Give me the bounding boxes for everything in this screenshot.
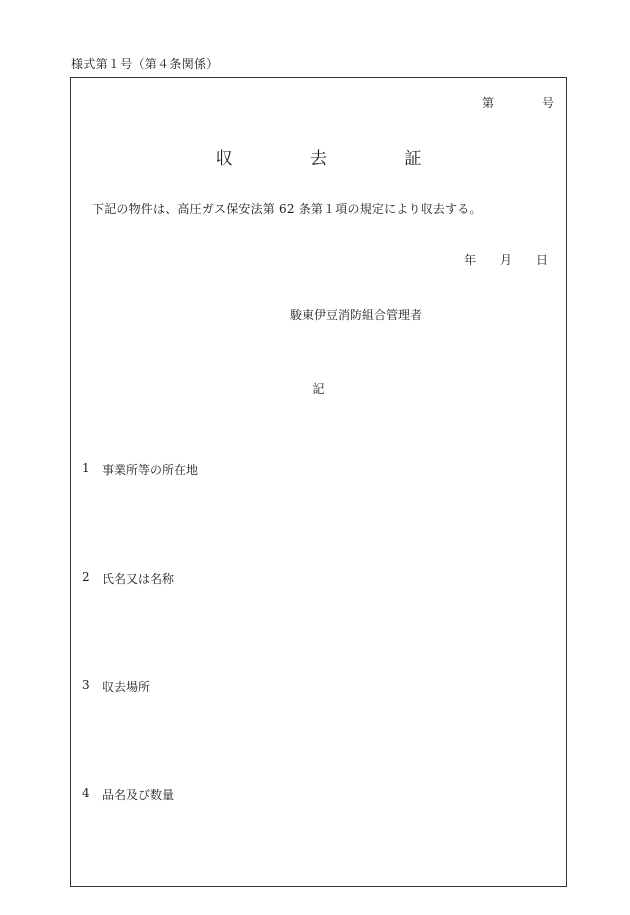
date-month: 月	[499, 253, 512, 267]
issuer-name: 駿東伊豆消防組合管理者	[290, 308, 423, 322]
item-number: 1	[82, 461, 90, 475]
statement-text: 下記の物件は、高圧ガス保安法第 62 条第１項の規定により収去する。	[92, 202, 482, 216]
item-2	[82, 570, 174, 587]
ki-heading: 記	[312, 382, 325, 396]
title-char-2: 去	[310, 149, 327, 169]
document-number	[482, 94, 554, 111]
item-3	[82, 678, 150, 695]
document-title	[71, 144, 566, 169]
item-label: 品名及び数量	[102, 788, 175, 802]
item-4	[82, 786, 174, 803]
number-suffix: 号	[541, 96, 554, 110]
item-number: 4	[82, 786, 90, 800]
item-label: 収去場所	[102, 680, 151, 694]
document-frame	[70, 77, 567, 887]
date-day: 日	[535, 253, 548, 267]
title-char-3: 証	[404, 149, 422, 169]
form-number-label: 様式第１号（第４条関係）	[71, 57, 219, 71]
number-prefix: 第	[481, 96, 494, 110]
item-label: 氏名又は名称	[102, 572, 175, 586]
item-number: 3	[82, 678, 90, 692]
title-char-1: 収	[215, 149, 233, 169]
item-label: 事業所等の所在地	[102, 463, 199, 477]
date-line	[464, 251, 548, 268]
item-1	[82, 461, 198, 478]
item-number: 2	[82, 570, 90, 584]
date-year: 年	[463, 253, 476, 267]
